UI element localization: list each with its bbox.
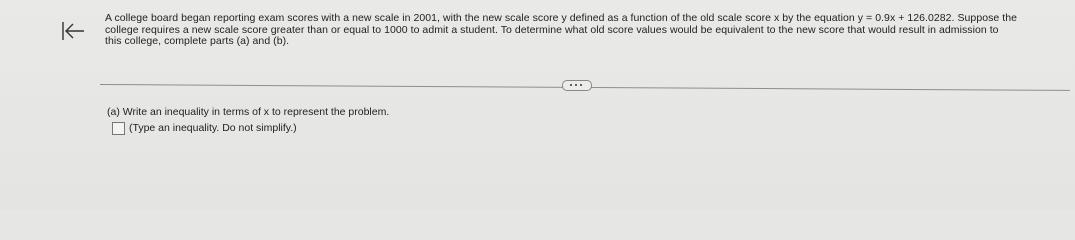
- dot: [580, 84, 582, 86]
- answer-row: [112, 121, 297, 135]
- dot: [570, 84, 572, 86]
- dot: [575, 84, 577, 86]
- question-line: college requires a new scale score greater than or equal to 1000 to admit a student. To determine what old score values would be equivalent to the new score that would result in admission to: [105, 23, 999, 36]
- first-page-arrow-icon[interactable]: [60, 20, 86, 42]
- question-line: A college board began reporting exam scores with a new scale in 2001, with the new scale score y defined as a function of the old scale score x by the equation y = 0.9x + 126.0282. Suppose the: [105, 12, 1017, 24]
- part-a-prompt: (a) Write an inequality in terms of x to represent the problem.: [107, 106, 390, 118]
- answer-input[interactable]: [112, 122, 125, 135]
- question-text: [105, 13, 1055, 48]
- question-line: this college, complete parts (a) and (b).: [105, 35, 290, 47]
- answer-hint: (Type an inequality. Do not simplify.): [129, 122, 297, 134]
- ellipsis-icon[interactable]: [562, 80, 592, 91]
- section-divider: [100, 79, 1070, 91]
